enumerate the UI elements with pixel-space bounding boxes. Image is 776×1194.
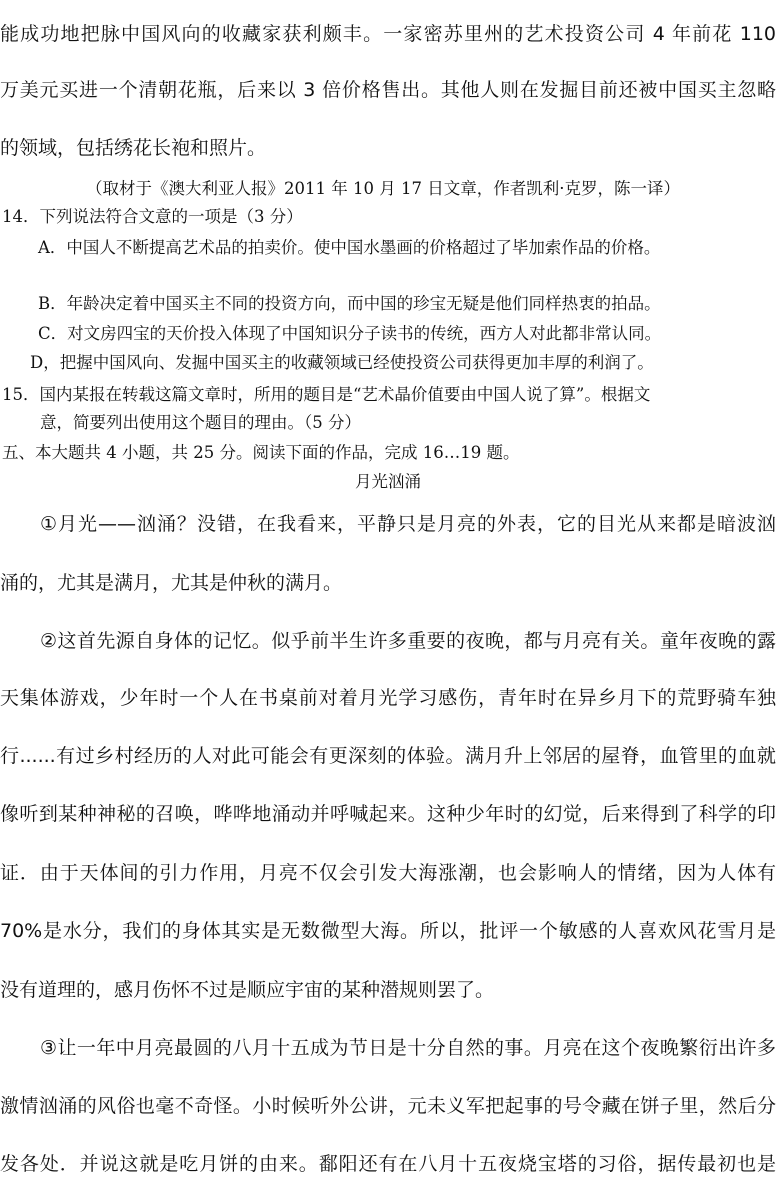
passage-source: （取材于《澳大利亚人报》2011 年 10 月 17 日文章，作者凯利·克罗，陈一译） (86, 179, 680, 198)
passage-line-1: 能成功地把脉中国风向的收藏家获利颇丰。一家密苏里州的艺术投资公司 4 年前花 110 (0, 23, 776, 45)
essay-line-8: 70%是水分，我们的身体其实是无数微型大海。所以，批评一个敏感的人喜欢风花雪月是 (0, 920, 776, 942)
essay-line-6: 像听到某种神秘的召唤，哗哗地涌动并呼喊起来。这种少年时的幻觉，后来得到了科学的印 (0, 803, 776, 825)
question-14-option-d: D，把握中国风向、发掘中国买主的收藏领域已经使投资公司获得更加丰厚的利润了。 (30, 353, 654, 372)
essay-title: 月光汹涌 (355, 472, 421, 491)
question-14-option-c: C．对文房四宝的天价投入体现了中国知识分子读书的传统，西方人对此都非常认同。 (38, 324, 662, 343)
question-14-option-a: A．中国人不断提高艺术品的拍卖价。使中国水墨画的价格超过了毕加索作品的价格。 (38, 238, 661, 257)
section-5-heading: 五、本大题共 4 小题，共 25 分。阅读下面的作品，完成 16…19 题。 (2, 443, 520, 462)
essay-line-3: ②这首先源自身体的记忆。似乎前半生许多重要的夜晚，都与月亮有关。童年夜晚的露 (40, 630, 776, 652)
question-15-line-2: 意，简要列出使用这个题目的理由。（5 分） (40, 413, 361, 432)
question-14-stem: 14．下列说法符合文意的一项是（3 分） (2, 207, 303, 226)
essay-line-4: 天集体游戏，少年时一个人在书桌前对着月光学习感伤，青年时在异乡月下的荒野骑车独 (0, 687, 776, 709)
question-14-option-b: B．年龄决定着中国买主不同的投资方向，而中国的珍宝无疑是他们同样热衷的拍品。 (38, 294, 661, 313)
essay-line-7: 证．由于天体间的引力作用，月亮不仅会引发大海涨潮，也会影响人的情绪，因为人体有 (0, 862, 776, 884)
question-15-line-1: 15．国内某报在转载这篇文章时，所用的题目是“艺术晶价值要由中国人说了算”。根据文 (2, 385, 651, 404)
passage-line-3: 的领域，包括绣花长袍和照片。 (0, 137, 267, 159)
essay-line-2: 涌的，尤其是满月，尤其是仲秋的满月。 (0, 572, 343, 594)
essay-line-10: ③让一年中月亮最圆的八月十五成为节日是十分自然的事。月亮在这个夜晚繁衍出许多 (40, 1037, 776, 1059)
essay-line-1: ①月光——汹涌？没错，在我看来，平静只是月亮的外表，它的目光从来都是暗波汹 (40, 513, 776, 535)
essay-line-12: 发各处．并说这就是吃月饼的由来。鄱阳还有在八月十五夜烧宝塔的习俗，据传最初也是 (0, 1153, 776, 1175)
passage-line-2: 万美元买进一个清朝花瓶，后来以 3 倍价格售出。其他人则在发掘目前还被中国买主忽略 (0, 79, 776, 101)
essay-line-9: 没有道理的，感月伤怀不过是顺应宇宙的某种潜规则罢了。 (0, 979, 495, 1001)
essay-line-11: 激情汹涌的风俗也毫不奇怪。小时候听外公讲，元未义军把起事的号令藏在饼子里，然后分 (0, 1095, 776, 1117)
essay-line-5: 行......有过乡村经历的人对此可能会有更深刻的体验。满月升上邻居的屋脊，血管里的血就 (0, 745, 776, 767)
